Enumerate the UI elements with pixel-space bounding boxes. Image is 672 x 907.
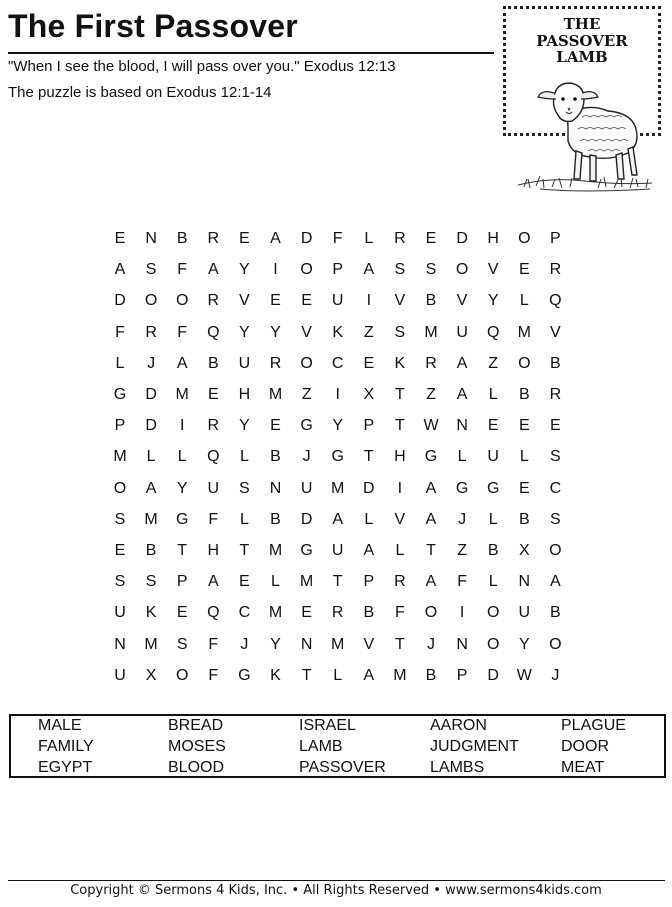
grid-letter: H <box>207 542 220 559</box>
grid-letter: L <box>457 448 467 466</box>
grid-letter: O <box>518 354 531 372</box>
word-item: LAMBS <box>430 759 485 776</box>
grid-letter: F <box>208 666 219 684</box>
grid-letter: A <box>332 510 344 528</box>
word-item: EGYPT <box>38 759 93 776</box>
grid-letter: I <box>366 292 372 310</box>
grid-letter: A <box>114 261 126 279</box>
grid-letter: A <box>363 666 375 684</box>
grid-letter: V <box>394 292 406 310</box>
grid-letter: G <box>424 448 438 466</box>
grid-letter: T <box>395 635 405 653</box>
grid-letter: A <box>270 230 281 247</box>
grid-letter: A <box>456 354 468 372</box>
badge-line-the: THE <box>563 15 601 33</box>
grid-letter: B <box>207 354 219 372</box>
grid-letter: O <box>518 230 531 247</box>
grid-letter: O <box>424 604 438 622</box>
grid-letter: Y <box>239 417 250 435</box>
grid-letter: U <box>518 604 531 622</box>
grid-letter: D <box>300 230 313 247</box>
grid-letter: L <box>115 354 125 372</box>
grid-letter: B <box>425 666 437 684</box>
grid-letter: O <box>300 354 313 372</box>
grid-letter: T <box>426 542 436 559</box>
grid-letter: C <box>238 604 251 622</box>
grid-letter: O <box>300 261 313 279</box>
grid-letter: U <box>238 354 251 372</box>
grid-letter: M <box>424 323 438 341</box>
grid-letter: B <box>176 230 188 247</box>
grid-letter: K <box>270 666 281 684</box>
grid-letter: E <box>114 542 126 559</box>
grid-letter: B <box>487 542 499 559</box>
grid-letter: L <box>519 292 529 310</box>
word-item: DOOR <box>561 738 609 755</box>
grid-letter: S <box>550 448 561 466</box>
grid-letter: F <box>177 323 188 341</box>
word-item: MOSES <box>168 738 226 755</box>
grid-letter: R <box>394 230 406 247</box>
grid-letter: D <box>363 479 375 497</box>
grid-letter: V <box>487 261 499 279</box>
grid-letter: A <box>456 386 468 403</box>
grid-letter: S <box>239 479 250 497</box>
grid-letter: E <box>363 354 375 372</box>
grid-letter: T <box>395 386 405 403</box>
grid-letter: Y <box>270 635 281 653</box>
word-item: LAMB <box>299 738 343 755</box>
grid-letter: Z <box>301 386 312 403</box>
badge-line-passover: PASSOVER <box>536 32 628 50</box>
grid-letter: Q <box>549 292 562 310</box>
grid-letter: A <box>425 510 437 528</box>
grid-letter: L <box>395 542 405 559</box>
grid-letter: U <box>207 479 220 497</box>
grid-letter: E <box>301 604 312 622</box>
grid-letter: C <box>549 479 562 497</box>
grid-letter: L <box>364 510 374 528</box>
grid-letter: X <box>145 666 157 684</box>
grid-letter: R <box>207 230 220 247</box>
grid-letter: P <box>550 230 561 247</box>
grid-letter: N <box>518 573 531 591</box>
grid-letter: V <box>456 292 468 310</box>
grid-letter: E <box>176 604 188 622</box>
grid-letter: T <box>177 542 188 559</box>
grid-letter: D <box>114 292 126 310</box>
grid-letter: F <box>332 230 343 247</box>
word-item: PLAGUE <box>561 717 626 734</box>
grid-letter: W <box>516 666 532 684</box>
grid-letter: B <box>145 542 157 559</box>
grid-letter: B <box>518 510 530 528</box>
grid-letter: X <box>363 386 375 403</box>
grid-letter: D <box>487 666 499 684</box>
grid-letter: Y <box>518 635 530 653</box>
grid-letter: D <box>145 417 157 435</box>
grid-letter: U <box>331 542 344 559</box>
grid-letter: E <box>425 230 437 247</box>
grid-letter: F <box>177 261 188 279</box>
grid-letter: M <box>299 573 314 591</box>
grid-letter: E <box>207 386 219 403</box>
grid-letter: B <box>270 510 281 528</box>
grid-letter: V <box>301 323 312 341</box>
grid-letter: L <box>488 386 498 403</box>
grid-letter: A <box>425 573 437 591</box>
grid-letter: T <box>239 542 250 559</box>
grid-letter: S <box>550 510 561 528</box>
grid-letter: P <box>176 573 188 591</box>
grid-letter: B <box>363 604 375 622</box>
grid-letter: Y <box>487 292 499 310</box>
grid-letter: J <box>302 448 311 466</box>
footer-divider <box>8 880 665 881</box>
grid-letter: M <box>517 323 531 341</box>
grid-letter: S <box>394 323 406 341</box>
grid-letter: Q <box>486 323 500 341</box>
grid-letter: L <box>488 573 498 591</box>
grid-letter: B <box>270 448 281 466</box>
grid-letter: V <box>550 323 561 341</box>
grid-letter: T <box>363 448 374 466</box>
grid-letter: S <box>114 510 126 528</box>
grid-letter: E <box>270 417 281 435</box>
grid-letter: B <box>550 354 561 372</box>
scripture-source: The puzzle is based on Exodus 12:1-14 <box>8 84 272 101</box>
grid-letter: Q <box>207 448 220 466</box>
grid-letter: D <box>145 386 157 403</box>
grid-letter: H <box>238 386 251 403</box>
grid-letter: L <box>488 510 498 528</box>
grid-letter: M <box>331 479 345 497</box>
grid-letter: P <box>114 417 126 435</box>
grid-letter: F <box>395 604 405 622</box>
grid-letter: R <box>549 386 562 403</box>
grid-letter: G <box>113 386 127 403</box>
grid-letter: M <box>268 542 283 559</box>
scripture-quote: "When I see the blood, I will pass over you." Exodus 12:13 <box>8 58 396 75</box>
grid-letter: M <box>268 604 283 622</box>
grid-letter: Z <box>488 354 499 372</box>
grid-letter: A <box>207 573 219 591</box>
grid-letter: A <box>550 573 561 591</box>
grid-letter: L <box>239 510 249 528</box>
grid-letter: R <box>394 573 406 591</box>
grid-letter: N <box>114 635 126 653</box>
grid-letter: E <box>518 417 530 435</box>
word-item: MALE <box>38 717 82 734</box>
grid-letter: U <box>300 479 313 497</box>
grid-letter: J <box>551 666 560 684</box>
grid-letter: R <box>331 604 344 622</box>
grid-letter: S <box>425 261 437 279</box>
word-item: FAMILY <box>38 738 94 755</box>
grid-letter: P <box>363 417 375 435</box>
grid-letter: M <box>393 666 407 684</box>
grid-letter: U <box>456 323 468 341</box>
grid-letter: R <box>207 417 220 435</box>
grid-letter: O <box>486 635 500 653</box>
grid-letter: V <box>394 510 406 528</box>
grid-letter: G <box>331 448 344 466</box>
word-item: AARON <box>430 717 487 734</box>
grid-letter: R <box>145 323 157 341</box>
grid-letter: E <box>301 292 312 310</box>
grid-letter: K <box>145 604 157 622</box>
grid-letter: E <box>487 417 499 435</box>
grid-letter: T <box>395 417 405 435</box>
grid-letter: U <box>331 292 344 310</box>
grid-letter: A <box>207 261 219 279</box>
word-item: BLOOD <box>168 759 225 776</box>
grid-letter: S <box>145 573 157 591</box>
grid-letter: R <box>207 292 220 310</box>
grid-letter: D <box>300 510 313 528</box>
grid-letter: Z <box>363 323 374 341</box>
grid-letter: P <box>332 261 344 279</box>
grid-letter: A <box>176 354 188 372</box>
grid-letter: B <box>518 386 530 403</box>
grid-letter: L <box>519 448 529 466</box>
grid-letter: W <box>423 417 439 435</box>
grid-letter: K <box>332 323 344 341</box>
grid-letter: N <box>269 479 282 497</box>
grid-letter: N <box>145 230 157 247</box>
grid-letter: Y <box>332 417 344 435</box>
grid-letter: E <box>550 417 561 435</box>
grid-letter: O <box>175 666 189 684</box>
grid-letter: Y <box>239 261 250 279</box>
grid-letter: E <box>518 261 530 279</box>
grid-letter: Q <box>207 323 220 341</box>
grid-letter: V <box>239 292 250 310</box>
grid-letter: P <box>456 666 468 684</box>
grid-letter: E <box>239 573 250 591</box>
grid-letter: I <box>335 386 340 403</box>
grid-letter: K <box>394 354 406 372</box>
grid-letter: M <box>175 386 189 403</box>
grid-letter: J <box>458 510 467 528</box>
word-item: BREAD <box>168 717 224 734</box>
grid-letter: R <box>549 261 562 279</box>
grid-letter: B <box>550 604 561 622</box>
grid-letter: J <box>427 635 435 653</box>
grid-letter: O <box>113 479 127 497</box>
grid-letter: U <box>114 666 126 684</box>
grid-letter: B <box>425 292 437 310</box>
grid-letter: G <box>300 542 313 559</box>
grid-letter: U <box>114 604 126 622</box>
grid-letter: L <box>271 573 280 591</box>
grid-letter: P <box>363 573 375 591</box>
word-item: MEAT <box>561 759 605 776</box>
grid-letter: I <box>459 604 465 622</box>
copyright-footer: Copyright © Sermons 4 Kids, Inc. • All Rights Reserved • www.sermons4kids.com <box>70 883 602 898</box>
grid-letter: J <box>240 635 249 653</box>
grid-letter: A <box>363 542 375 559</box>
grid-letter: I <box>397 479 403 497</box>
grid-letter: G <box>238 666 251 684</box>
grid-letter: F <box>208 635 219 653</box>
grid-letter: M <box>113 448 127 466</box>
grid-letter: M <box>144 635 158 653</box>
grid-letter: S <box>176 635 188 653</box>
grid-letter: O <box>175 292 189 310</box>
grid-letter: N <box>456 635 468 653</box>
grid-letter: R <box>425 354 437 372</box>
grid-letter: S <box>394 261 406 279</box>
grid-letter: L <box>146 448 156 466</box>
word-item: PASSOVER <box>299 759 386 776</box>
grid-letter: J <box>147 354 156 372</box>
grid-letter: F <box>208 510 219 528</box>
grid-letter: S <box>114 573 126 591</box>
grid-letter: F <box>115 323 125 341</box>
grid-letter: A <box>145 479 157 497</box>
grid-letter: T <box>301 666 312 684</box>
grid-letter: I <box>179 417 185 435</box>
grid-letter: T <box>332 573 343 591</box>
grid-letter: L <box>177 448 187 466</box>
grid-letter: G <box>175 510 189 528</box>
grid-letter: L <box>239 448 249 466</box>
grid-letter: A <box>363 261 375 279</box>
grid-letter: G <box>300 417 313 435</box>
grid-letter: V <box>363 635 375 653</box>
grid-letter: S <box>145 261 157 279</box>
grid-letter: H <box>394 448 406 466</box>
grid-letter: H <box>487 230 499 247</box>
word-item: JUDGMENT <box>430 738 519 755</box>
grid-letter: Z <box>426 386 436 403</box>
grid-letter: E <box>239 230 250 247</box>
grid-letter: E <box>114 230 126 247</box>
grid-letter: G <box>455 479 469 497</box>
grid-letter: O <box>144 292 158 310</box>
grid-letter: X <box>518 542 530 559</box>
grid-letter: G <box>486 479 500 497</box>
grid-letter: Z <box>457 542 467 559</box>
word-item: ISRAEL <box>299 717 356 734</box>
page-title: The First Passover <box>8 8 298 44</box>
grid-letter: F <box>457 573 467 591</box>
grid-letter: A <box>425 479 437 497</box>
grid-letter: L <box>333 666 343 684</box>
grid-letter: O <box>486 604 500 622</box>
grid-letter: C <box>331 354 344 372</box>
grid-letter: M <box>268 386 283 403</box>
grid-letter: N <box>456 417 468 435</box>
grid-letter: U <box>487 448 499 466</box>
badge-line-lamb: LAMB <box>556 48 608 66</box>
grid-letter: Y <box>176 479 188 497</box>
grid-letter: R <box>269 354 282 372</box>
grid-letter: N <box>300 635 313 653</box>
grid-letter: O <box>549 635 562 653</box>
grid-letter: Q <box>207 604 220 622</box>
grid-letter: O <box>455 261 469 279</box>
grid-letter: E <box>518 479 530 497</box>
grid-letter: L <box>364 230 374 247</box>
grid-letter: M <box>144 510 158 528</box>
grid-letter: M <box>331 635 345 653</box>
grid-letter: O <box>549 542 562 559</box>
grid-letter: I <box>273 261 278 279</box>
grid-letter: D <box>456 230 468 247</box>
grid-letter: E <box>270 292 281 310</box>
grid-letter: Y <box>270 323 281 341</box>
grid-letter: Y <box>239 323 250 341</box>
